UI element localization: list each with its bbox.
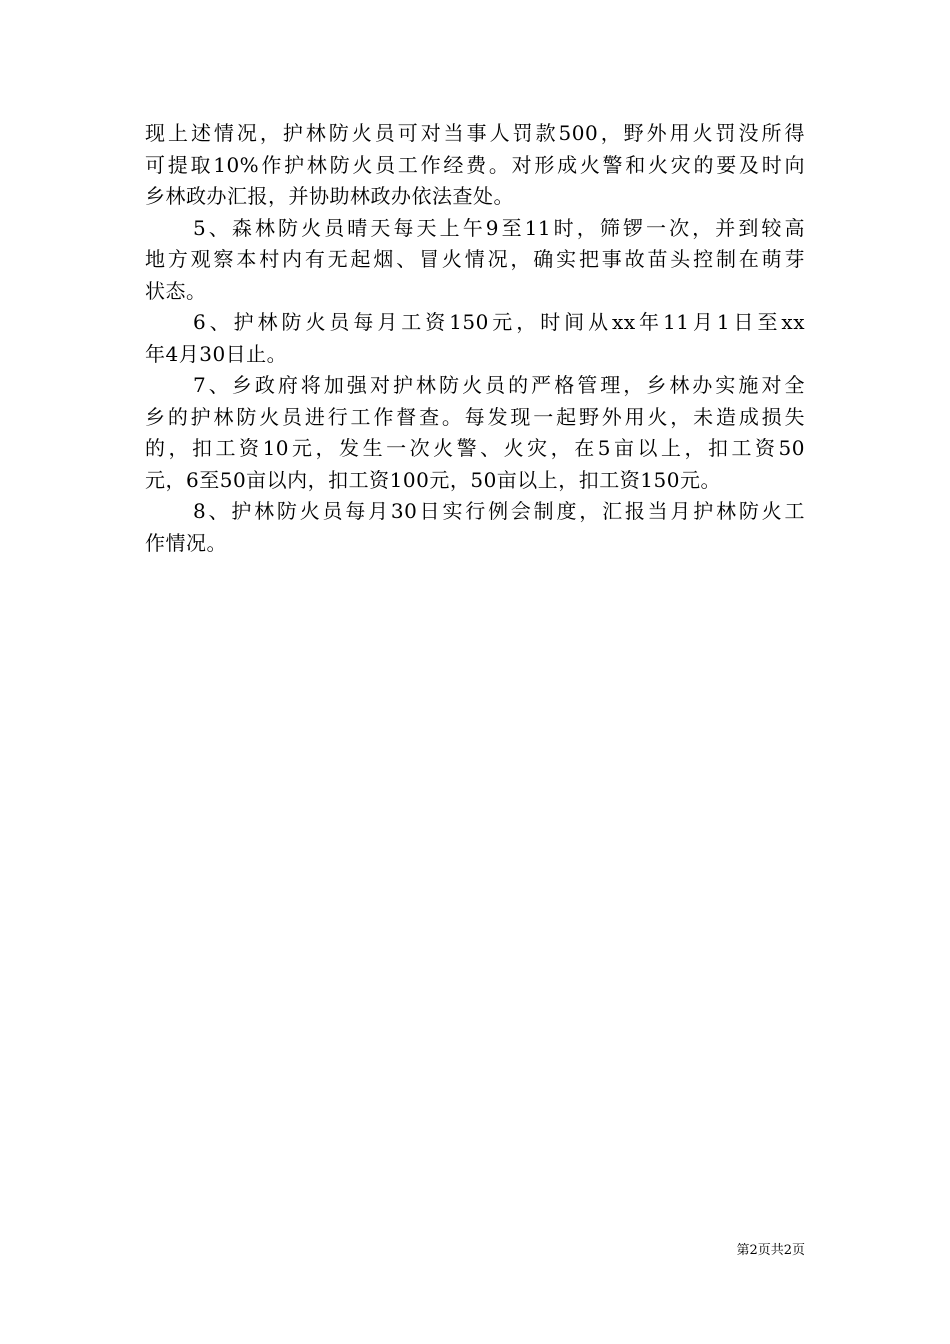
- text-line: 乡林政办汇报，并协助林政办依法查处。: [145, 184, 514, 208]
- text-line: 年4月30日止。: [145, 341, 288, 366]
- text-line: 元，6至50亩以内，扣工资100元，50亩以上，扣工资150元。: [145, 467, 721, 492]
- text-line: 现上述情况，护林防火员可对当事人罚款500，野外用火罚没所得: [145, 121, 805, 145]
- paragraph-8-start: 8、护林防火员每月30日实行例会制度，汇报当月护林防火工: [193, 499, 805, 523]
- paragraph-5-start: 5、森林防火员晴天每天上午9至11时，筛锣一次，并到较高: [193, 215, 805, 240]
- text-line: 地方观察本村内有无起烟、冒火情况，确实把事故苗头控制在萌芽: [145, 247, 805, 271]
- text-line: 状态。: [145, 278, 207, 303]
- text-line: 的，扣工资10元，发生一次火警、火灾，在5亩以上，扣工资50: [145, 436, 805, 460]
- text-line: 作情况。: [145, 530, 227, 555]
- page-number: 第2页共2页: [736, 1243, 805, 1258]
- text-line: 乡的护林防火员进行工作督查。每发现一起野外用火，未造成损失: [145, 404, 805, 429]
- paragraph-6-start: 6、护林防火员每月工资150元，时间从xx年11月1日至xx: [193, 310, 805, 334]
- text-line: 可提取10%作护林防火员工作经费。对形成火警和火灾的要及时向: [145, 152, 805, 177]
- document-body: [145, 118, 805, 559]
- paragraph-7-start: 7、乡政府将加强对护林防火员的严格管理，乡林办实施对全: [193, 373, 805, 397]
